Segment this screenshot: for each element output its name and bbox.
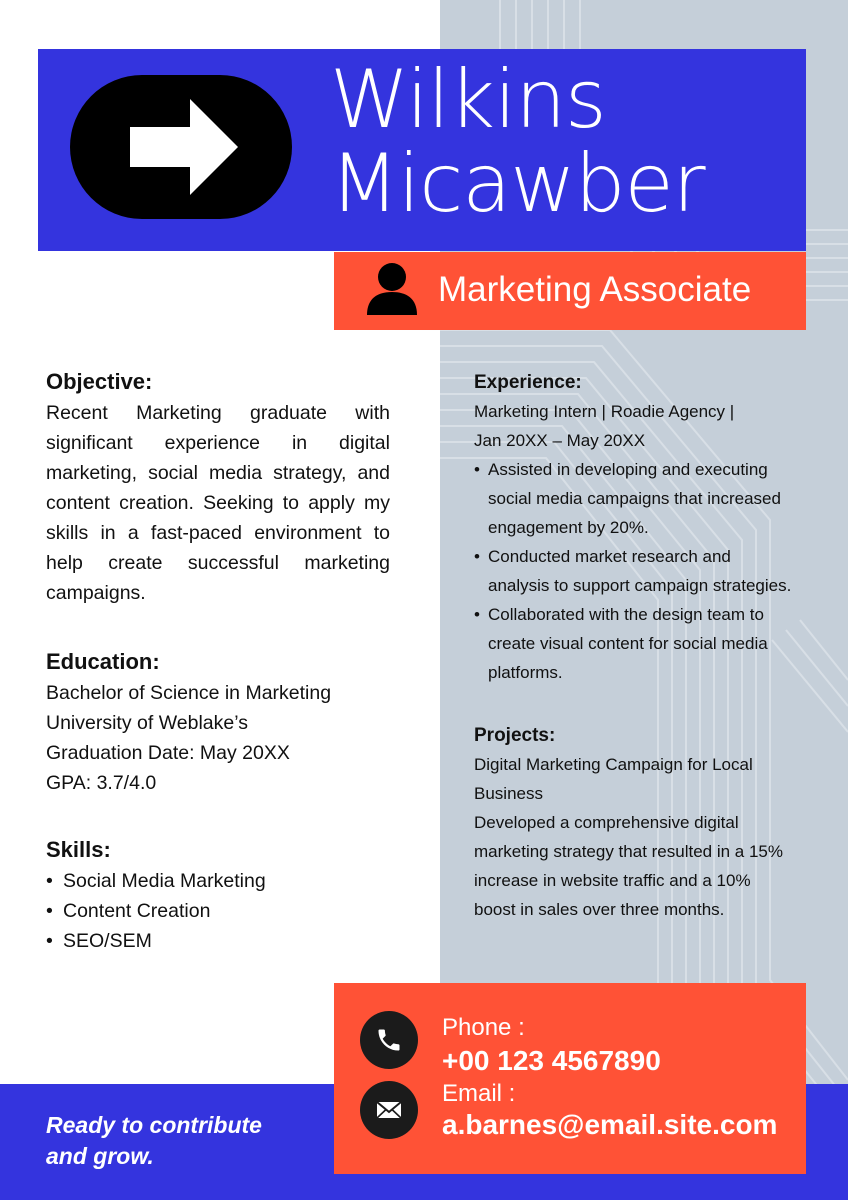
experience-bullet: • Conducted market research and analysis to support campaign strategies. xyxy=(474,542,796,600)
skill-item: • SEO/SEM xyxy=(46,926,390,956)
projects-heading: Projects: xyxy=(474,725,556,746)
experience-bullets xyxy=(474,455,796,687)
contact-box xyxy=(334,983,806,1174)
candidate-name xyxy=(330,53,705,230)
role-banner xyxy=(334,252,806,330)
skill-item: • Content Creation xyxy=(46,896,390,926)
email-label: Email : xyxy=(442,1080,516,1107)
email-address[interactable]: a.barnes@email.site.com xyxy=(442,1109,778,1140)
education-graduation: Graduation Date: May 20XX xyxy=(46,742,290,764)
name-first: Wilkins xyxy=(330,53,606,146)
skills-list xyxy=(46,866,390,956)
phone-number[interactable]: +00 123 4567890 xyxy=(442,1045,661,1076)
envelope-icon xyxy=(375,1096,403,1124)
experience-bullet: • Collaborated with the design team to create visual content for social media platforms. xyxy=(474,600,796,687)
objective-heading: Objective: xyxy=(46,369,153,394)
education-school: University of Weblake’s xyxy=(46,712,248,734)
arrow-badge xyxy=(70,75,292,219)
phone-icon xyxy=(375,1026,403,1054)
skills-heading: Skills: xyxy=(46,837,111,862)
arrow-right-icon xyxy=(128,97,238,197)
skill-item: • Social Media Marketing xyxy=(46,866,390,896)
phone-label: Phone : xyxy=(442,1014,525,1041)
project-description: Developed a comprehensive digital marketing strategy that resulted in a 15% increase in website traffic and a 10% boost in sales over three months. xyxy=(474,813,783,919)
tagline-line: Ready to contribute xyxy=(46,1112,262,1138)
left-column xyxy=(46,366,390,956)
objective-text: Recent Marketing graduate with significant experience in digital marketing, social media strategy, and content creation. Seeking to apply my skills in a fast-paced environment to help create successful marketing campaigns. xyxy=(46,402,390,604)
job-title: Marketing Associate xyxy=(438,270,752,309)
experience-role: Marketing Intern | Roadie Agency | xyxy=(474,402,735,421)
project-name: Digital Marketing Campaign for Local Business xyxy=(474,755,753,803)
education-gpa: GPA: 3.7/4.0 xyxy=(46,772,157,794)
email-badge xyxy=(360,1081,418,1139)
education-degree: Bachelor of Science in Marketing xyxy=(46,682,332,704)
education-heading: Education: xyxy=(46,649,160,674)
footer-tagline xyxy=(46,1110,262,1172)
experience-dates: Jan 20XX – May 20XX xyxy=(474,431,646,450)
name-last: Micawber xyxy=(330,137,705,230)
right-column xyxy=(474,369,796,924)
phone-badge xyxy=(360,1011,418,1069)
tagline-line: and grow. xyxy=(46,1143,154,1169)
experience-heading: Experience: xyxy=(474,372,582,393)
experience-bullet: • Assisted in developing and executing social media campaigns that increased engagement by 20%. xyxy=(474,455,796,542)
person-icon xyxy=(366,262,418,316)
